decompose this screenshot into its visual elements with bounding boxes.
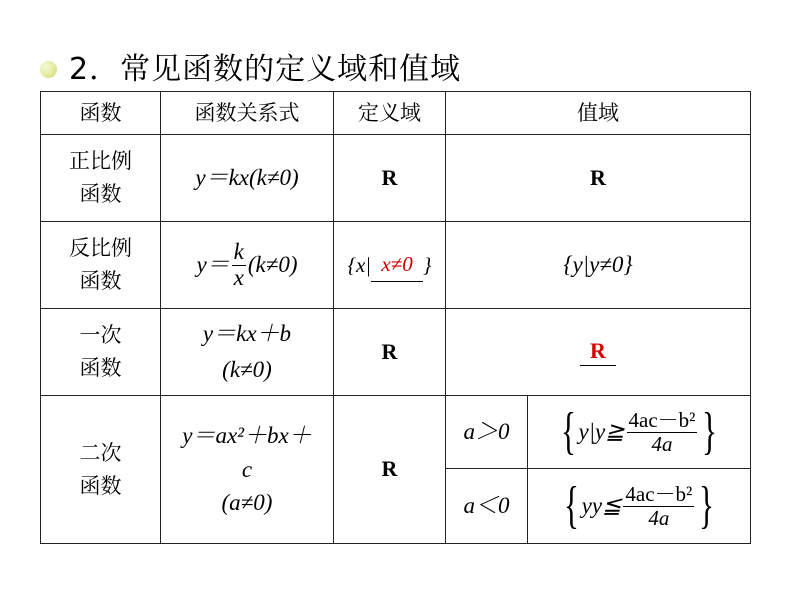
- range-answer: R: [580, 338, 616, 365]
- row-inverse-name: 反比例 函数: [40, 221, 161, 309]
- heading-text: 2．常见函数的定义域和值域: [69, 52, 462, 87]
- quadratic-range-positive: { y|y≧ $\frac{\text{4ac－b²}}{4a}$ }: [527, 395, 751, 469]
- quadratic-range-negative: { yy≦ $\frac{\text{4ac－b²}}{4a}$ }: [527, 468, 751, 544]
- header-formula: 函数关系式: [160, 91, 334, 135]
- row-linear-domain: R: [333, 308, 446, 396]
- function-table: [40, 91, 751, 544]
- domain-answer-blank: x≠0: [371, 248, 423, 282]
- right-brace-icon: }: [699, 477, 715, 534]
- left-brace-icon: {: [560, 403, 576, 460]
- header-range: 值域: [445, 91, 751, 135]
- row-quadratic-formula: y＝ax²＋bx＋ c (a≠0): [160, 395, 334, 544]
- right-brace-icon: }: [702, 403, 718, 460]
- row-linear-name: 一次 函数: [40, 308, 161, 396]
- inverse-fraction: $\frac{k}{x}$: [233, 239, 244, 290]
- row-direct-domain: R: [333, 134, 446, 222]
- header-domain: 定义域: [333, 91, 446, 135]
- left-brace-icon: {: [563, 477, 579, 534]
- row-direct-name: 正比例 函数: [40, 134, 161, 222]
- row-direct-formula: y＝kx(k≠0): [160, 134, 334, 222]
- row-inverse-domain: {x| x≠0 }: [333, 221, 446, 309]
- row-quadratic-name: 二次 函数: [40, 395, 161, 544]
- row-inverse-range: {y|y≠0}: [445, 221, 751, 309]
- row-linear-range: [445, 308, 751, 396]
- row-inverse-formula: y＝ $\frac{k}{x}$ (k≠0): [160, 221, 334, 309]
- header-function: 函数: [40, 91, 161, 135]
- row-direct-range: R: [445, 134, 751, 222]
- row-linear-formula: y＝kx＋b (k≠0): [160, 308, 334, 396]
- negative-fraction: $\frac{\text{4ac－b²}}{4a}$: [625, 482, 693, 530]
- positive-fraction: $\frac{\text{4ac－b²}}{4a}$: [628, 408, 696, 456]
- heading: [40, 44, 461, 88]
- quadratic-case-positive: a＞0: [445, 395, 528, 469]
- bullet-icon: [40, 61, 57, 78]
- quadratic-case-negative: a＜0: [445, 468, 528, 544]
- row-quadratic-domain: R: [333, 395, 446, 544]
